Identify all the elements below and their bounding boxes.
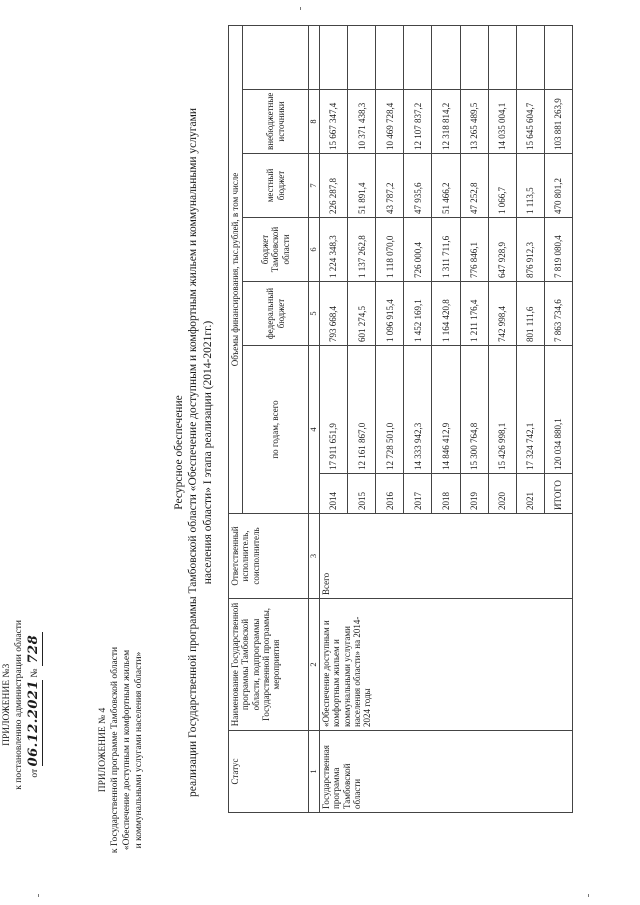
column-number: 5 xyxy=(309,282,320,346)
regional-cell: 7 819 080,4 xyxy=(544,218,572,282)
date-field xyxy=(26,680,43,766)
federal-cell: 1 164 420,8 xyxy=(432,282,460,346)
document-title xyxy=(172,0,215,905)
extra-cell: 10 371 438,3 xyxy=(348,90,376,154)
federal-cell: 742 998,4 xyxy=(488,282,516,346)
spacer-cell xyxy=(376,25,404,89)
column-number: 8 xyxy=(309,90,320,154)
status-cell: Государственная программа Тамбовской области xyxy=(320,731,573,813)
resource-table xyxy=(228,25,573,813)
appendix-4-title: ПРИЛОЖЕНИЕ № 4 xyxy=(98,707,108,793)
column-number: 3 xyxy=(309,514,320,599)
local-cell: 47 935,6 xyxy=(404,154,432,218)
appendix-4-line-2: к Государственной программе Тамбовской области xyxy=(109,646,120,854)
spacer-cell xyxy=(460,25,488,89)
spacer-cell xyxy=(348,25,376,89)
appendix-3-title: ПРИЛОЖЕНИЕ №3 xyxy=(2,663,12,746)
regional-cell: 1 224 348,3 xyxy=(320,218,348,282)
total-cell: 17 324 742,1 xyxy=(516,346,544,474)
header-volumes: Объемы финансирования, тыс.рублей, в том числе xyxy=(229,25,243,513)
appendix-3-header xyxy=(2,620,43,790)
extra-cell: 15 667 347,4 xyxy=(320,90,348,154)
year-cell: 2014 xyxy=(320,474,348,514)
regional-cell: 876 912,3 xyxy=(516,218,544,282)
column-number-row xyxy=(309,25,320,812)
column-number: 1 xyxy=(309,731,320,813)
header-local: местный бюджет xyxy=(243,154,309,218)
local-cell: 47 252,8 xyxy=(460,154,488,218)
program-name-cell: «Обеспечение доступным и комфортным жильем и коммунальными услугами населения области» на 2014-2024 годы xyxy=(320,599,573,731)
regional-cell: 1 311 711,6 xyxy=(432,218,460,282)
year-cell: 2015 xyxy=(348,474,376,514)
margin-tick xyxy=(38,894,39,897)
title-line-3: населения области» I этапа реализации (2014-2021гг.) xyxy=(201,320,214,585)
total-cell: 17 911 651,9 xyxy=(320,346,348,474)
column-number-empty xyxy=(309,25,320,89)
local-cell: 1 066,7 xyxy=(488,154,516,218)
appendix-4-header xyxy=(98,620,146,880)
header-status: Статус xyxy=(229,731,309,813)
regional-cell: 1 118 070,0 xyxy=(376,218,404,282)
handwritten-number: 728 xyxy=(25,634,41,664)
appendix-4-line-3: «Обеспечение доступным и комфортным жильем xyxy=(121,649,132,851)
number-prefix: № xyxy=(29,668,40,678)
federal-cell: 7 863 734,6 xyxy=(544,282,572,346)
appendix-4-line-4: и коммунальными услугами населения области» xyxy=(133,651,144,849)
year-cell: 2021 xyxy=(516,474,544,514)
year-cell: 2016 xyxy=(376,474,404,514)
spacer-cell xyxy=(516,25,544,89)
header-row-1 xyxy=(229,25,243,812)
total-cell: 15 300 764,8 xyxy=(460,346,488,474)
number-field xyxy=(26,632,43,666)
appendix-3-date-line xyxy=(26,620,43,790)
spacer-cell xyxy=(432,25,460,89)
total-cell: 12 728 501,0 xyxy=(376,346,404,474)
local-cell: 226 287,8 xyxy=(320,154,348,218)
regional-cell: 726 000,4 xyxy=(404,218,432,282)
federal-cell: 1 452 169,1 xyxy=(404,282,432,346)
header-spacer-cell xyxy=(243,25,309,89)
year-cell: ИТОГО xyxy=(544,474,572,514)
local-cell: 1 113,5 xyxy=(516,154,544,218)
federal-cell: 801 111,6 xyxy=(516,282,544,346)
appendix-3-decree-line: к постановлению администрации области xyxy=(13,620,24,790)
federal-cell: 1 096 915,4 xyxy=(376,282,404,346)
extra-cell: 13 265 489,5 xyxy=(460,90,488,154)
federal-cell: 601 274,5 xyxy=(348,282,376,346)
margin-tick xyxy=(588,894,589,897)
header-federal: федеральный бюджет xyxy=(243,282,309,346)
local-cell: 43 787,2 xyxy=(376,154,404,218)
extra-cell: 15 645 604,7 xyxy=(516,90,544,154)
column-number: 7 xyxy=(309,154,320,218)
margin-tick xyxy=(300,7,301,10)
spacer-cell xyxy=(488,25,516,89)
header-extra: внебюджетные источники xyxy=(243,90,309,154)
title-line-2: реализации Государственной программы Тамбовской области «Обеспечение доступным и комфортным жильем и коммунальными услугами xyxy=(187,107,200,798)
regional-cell: 647 928,9 xyxy=(488,218,516,282)
regional-cell: 1 137 262,8 xyxy=(348,218,376,282)
total-cell: 14 846 412,9 xyxy=(432,346,460,474)
spacer-cell xyxy=(404,25,432,89)
extra-cell: 12 107 837,2 xyxy=(404,90,432,154)
year-cell: 2020 xyxy=(488,474,516,514)
title-line-1: Ресурсное обеспечение xyxy=(173,395,185,510)
header-executor: Ответственный исполнитель, соисполнитель xyxy=(229,514,309,599)
executor-cell: Всего xyxy=(320,514,573,599)
federal-cell: 793 668,4 xyxy=(320,282,348,346)
local-cell: 470 801,2 xyxy=(544,154,572,218)
total-cell: 14 333 942,3 xyxy=(404,346,432,474)
year-cell: 2017 xyxy=(404,474,432,514)
extra-cell: 12 318 814,2 xyxy=(432,90,460,154)
local-cell: 51 466,2 xyxy=(432,154,460,218)
year-cell: 2019 xyxy=(460,474,488,514)
extra-cell: 10 469 728,4 xyxy=(376,90,404,154)
total-cell: 15 426 998,1 xyxy=(488,346,516,474)
local-cell: 51 891,4 xyxy=(348,154,376,218)
extra-cell: 103 881 263,9 xyxy=(544,90,572,154)
total-cell: 120 034 880,1 xyxy=(544,346,572,474)
column-number: 6 xyxy=(309,218,320,282)
spacer-cell xyxy=(544,25,572,89)
regional-cell: 776 846,1 xyxy=(460,218,488,282)
table-row xyxy=(320,25,348,812)
date-prefix: от xyxy=(29,768,40,778)
header-by-year: по годам, всего xyxy=(243,346,309,514)
column-number: 2 xyxy=(309,599,320,731)
header-regional: бюджет Тамбовской области xyxy=(243,218,309,282)
column-number: 4 xyxy=(309,346,320,514)
total-cell: 12 161 867,0 xyxy=(348,346,376,474)
spacer-cell xyxy=(320,25,348,89)
federal-cell: 1 211 176,4 xyxy=(460,282,488,346)
handwritten-date: 06.12.2021 xyxy=(25,679,41,767)
extra-cell: 14 035 004,1 xyxy=(488,90,516,154)
table-body xyxy=(229,25,573,812)
header-name: Наименование Государственной программы Тамбовской области, подпрограммы Государственной программы, мероприятия xyxy=(229,599,309,731)
year-cell: 2018 xyxy=(432,474,460,514)
